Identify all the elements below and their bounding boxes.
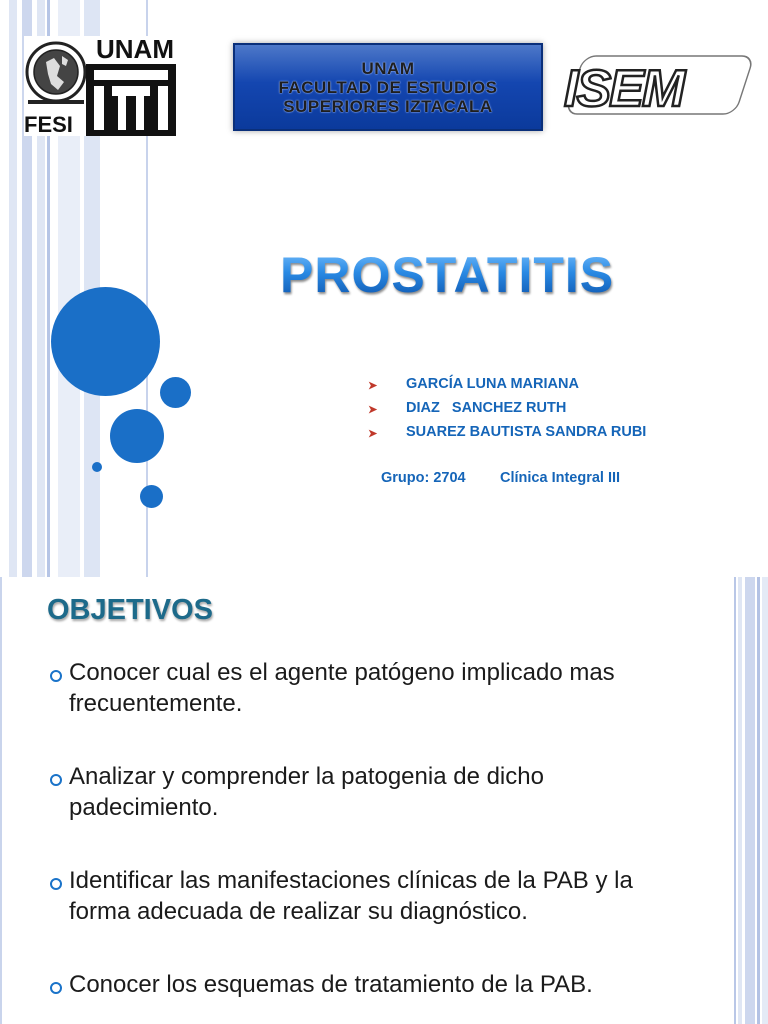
arrowhead-icon: ➤: [368, 380, 378, 392]
objective-text: Conocer los esquemas de tratamiento de la PAB.: [69, 971, 593, 998]
group-label: Grupo: 2704: [381, 470, 466, 486]
faculty-banner: [233, 43, 543, 131]
ring-bullet-icon: [50, 982, 62, 994]
arrowhead-icon: ➤: [368, 404, 378, 416]
ring-bullet-icon: [50, 878, 62, 890]
objective-text: Conocer cual es el agente patógeno implicado mas frecuentemente.: [69, 659, 615, 717]
presentation-title: PROSTATITIS: [280, 247, 615, 303]
decorative-stripe: [0, 577, 2, 1024]
list-item: [48, 969, 678, 1009]
banner-line-3: SUPERIORES IZTACALA: [283, 96, 493, 116]
banner-line-1: UNAM: [361, 58, 415, 78]
decorative-stripe: [745, 577, 755, 1024]
list-item: [48, 657, 678, 761]
decorative-circle: [160, 377, 191, 408]
author-name: DIAZ SANCHEZ RUTH: [406, 400, 567, 416]
section-title: OBJETIVOS: [47, 594, 213, 626]
list-item: [48, 761, 678, 865]
isem-logo: [556, 50, 756, 120]
arrowhead-icon: ➤: [368, 428, 378, 440]
ring-bullet-icon: [50, 670, 62, 682]
fesi-logo-text: FESI: [24, 112, 73, 136]
decorative-circle: [140, 485, 163, 508]
course-label: Clínica Integral III: [500, 470, 621, 486]
unam-fesi-logo: [24, 36, 176, 136]
decorative-stripe: [9, 0, 17, 577]
decorative-stripe: [738, 577, 742, 1024]
author-name: SUAREZ BAUTISTA SANDRA RUBI: [406, 424, 647, 440]
decorative-stripe: [734, 577, 736, 1024]
decorative-stripe: [762, 577, 768, 1024]
banner-line-2: FACULTAD DE ESTUDIOS: [278, 77, 498, 97]
decorative-circle: [51, 287, 160, 396]
decorative-circle: [92, 462, 102, 472]
objective-text: Analizar y comprender la patogenia de dicho padecimiento.: [69, 763, 544, 821]
author-name: GARCÍA LUNA MARIANA: [406, 376, 579, 392]
list-item: [48, 865, 678, 969]
decorative-stripe: [757, 577, 760, 1024]
unam-logo-text: UNAM: [96, 36, 174, 64]
objectives-list: [48, 657, 678, 1009]
ring-bullet-icon: [50, 774, 62, 786]
objective-text: Identificar las manifestaciones clínicas de la PAB y la forma adecuada de realizar su diagnóstico.: [69, 867, 633, 925]
decorative-circle: [110, 409, 164, 463]
isem-logo-text: ISEM: [564, 60, 684, 118]
objectives-slide: [0, 577, 768, 1024]
